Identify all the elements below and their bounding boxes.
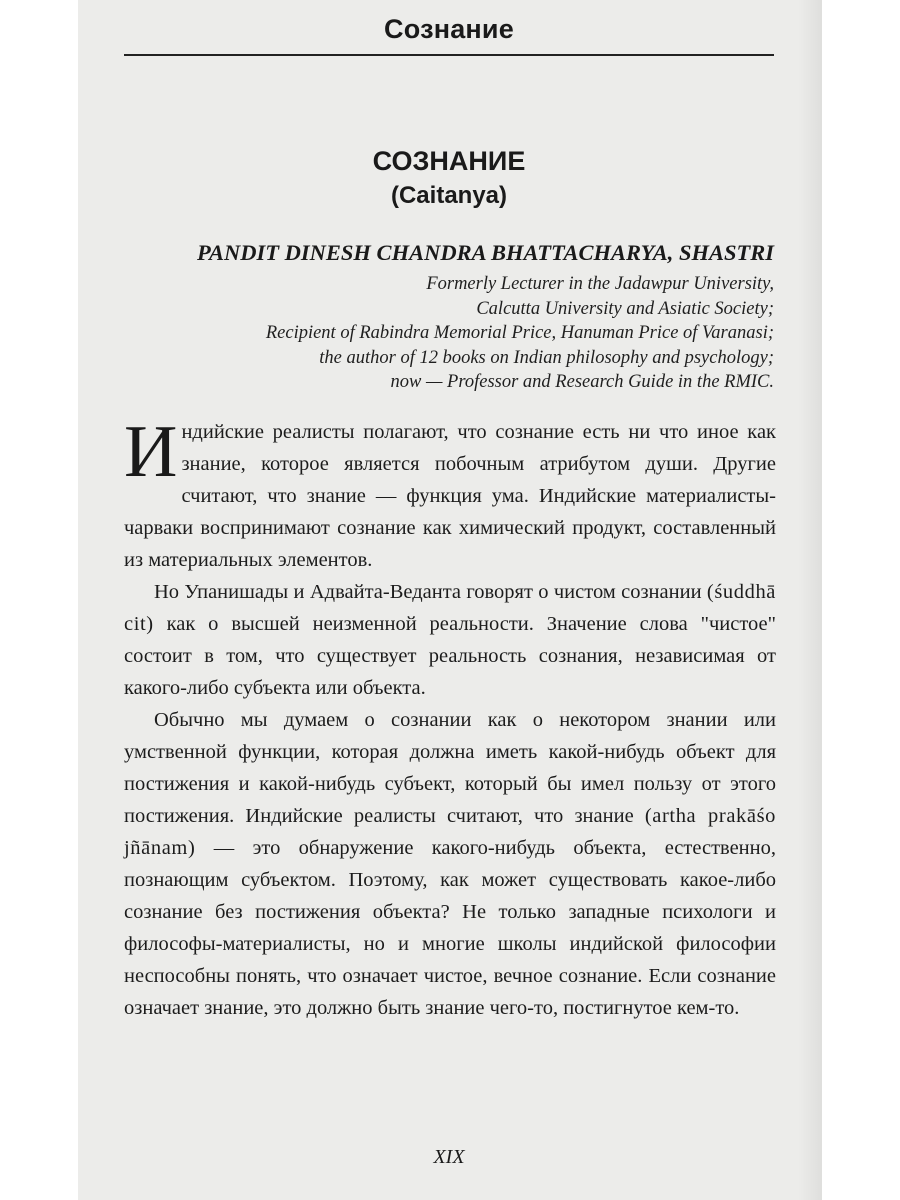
chapter-title: СОЗНАНИЕ (372, 146, 526, 176)
credential-line: Formerly Lecturer in the Jadawpur University, (426, 274, 774, 294)
drop-cap: И (124, 411, 178, 493)
paragraph-1 (124, 411, 776, 576)
sanskrit-term: (śuddhā cit) (124, 581, 776, 635)
paragraph-2-before: Но Упанишады и Адвайта-Веданта говорят о чистом сознании (154, 581, 707, 603)
author-credentials (266, 272, 774, 395)
paragraph-1-text: ндийские реалисты полагают, что сознание есть ни что иное как знание, которое является побочным атрибутом души. Другие считают, что знание — функция ума. Индийские материалисты-чарваки воспринимают сознание как химический продукт, составленный из материальных элементов. (124, 421, 776, 571)
author-name: PANDIT DINESH CHANDRA BHATTACHARYA, SHASTRI (196, 240, 774, 265)
credential-line: now — Professor and Research Guide in the RMIC. (390, 372, 774, 392)
paragraph-2 (124, 576, 776, 704)
paragraph-3-after: — это обнаружение какого-нибудь объекта, естественно, познающим субъектом. Поэтому, как может существовать какое-либо сознание без постижения объекта? Не только западные психологи и философы-материалисты, но и многие школы индийской философии неспособны понять, что означает чистое, вечное сознание. Если сознание означает знание, это должно быть знание чего-то, постигнутое кем-то. (124, 837, 776, 1019)
credential-line: Recipient of Rabindra Memorial Price, Hanuman Price of Varanasi; (265, 323, 774, 343)
page-number: XIX (433, 1146, 465, 1168)
book-page (78, 0, 822, 1200)
header-rule (124, 54, 774, 56)
credential-line: Calcutta University and Asiatic Society; (476, 298, 774, 319)
body-text (124, 411, 776, 1024)
running-head: Сознание (384, 14, 514, 44)
paragraph-2-after: как о высшей неизменной реальности. Значение слова "чистое" состоит в том, что существует реальность сознания, независимая от какого-либо субъекта или объекта. (124, 613, 776, 699)
chapter-subtitle: (Caitanya) (390, 182, 508, 209)
credential-line: the author of 12 books on Indian philosophy and psychology; (319, 347, 774, 368)
sanskrit-term: (artha prakāśo jñānam) (124, 805, 776, 859)
paragraph-3 (124, 704, 776, 1024)
paragraph-3-before: Обычно мы думаем о сознании как о некотором знании или умственной функции, которая должна иметь какой-нибудь объект для постижения и какой-нибудь субъект, который бы имел пользу от этого постижения. Индийские реалисты считают, что знание (124, 709, 776, 827)
